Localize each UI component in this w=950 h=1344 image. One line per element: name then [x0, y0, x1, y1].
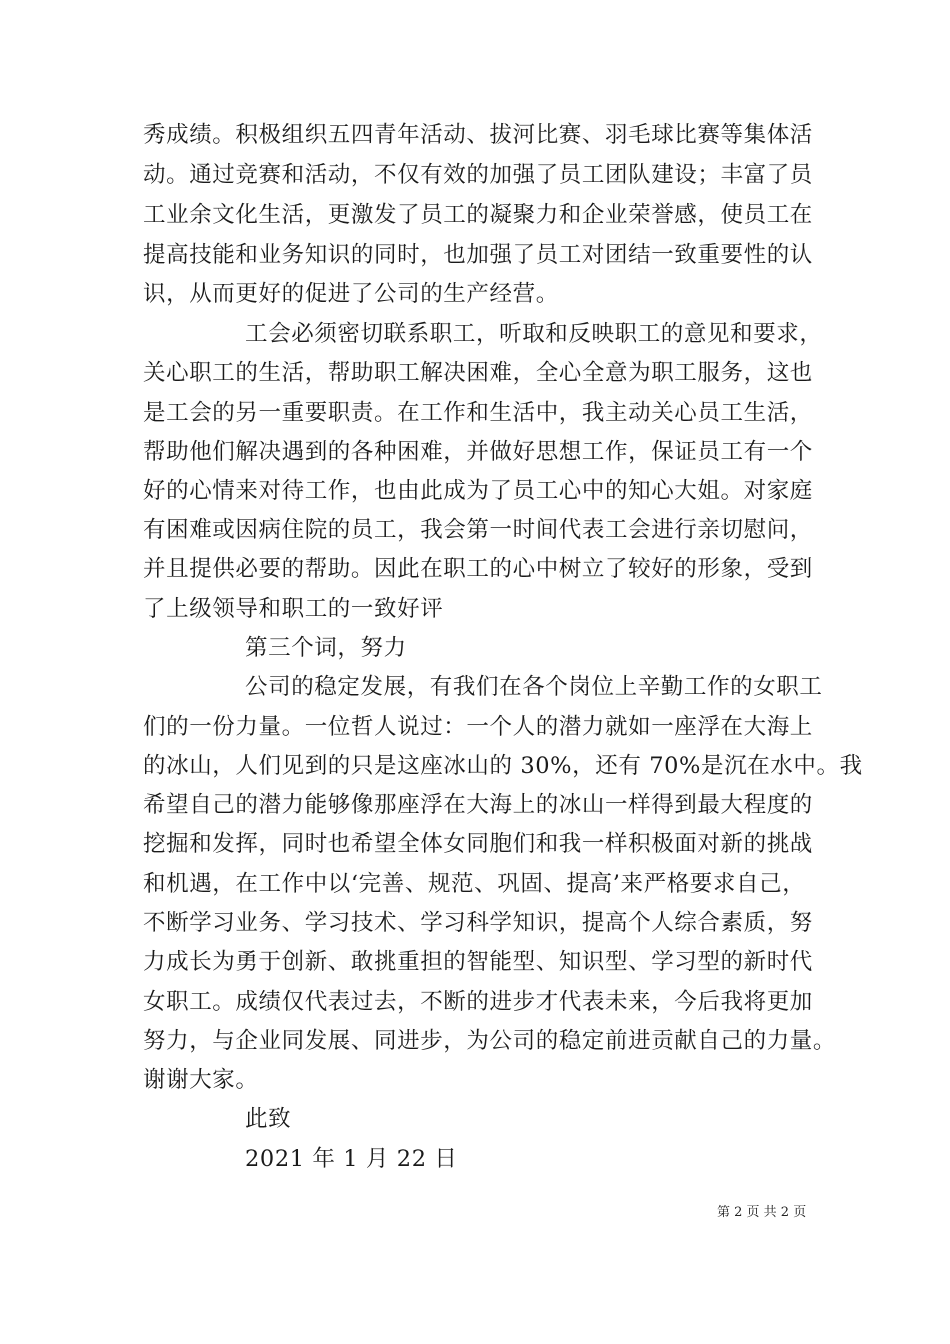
paragraph2-line-2: 关心职工的生活，帮助职工解决困难，全心全意为职工服务，这也 [143, 360, 813, 386]
paragraph1-line-1: 秀成绩。积极组织五四青年活动、拔河比赛、羽毛球比赛等集体活 [143, 122, 813, 148]
paragraph2-line-3: 是工会的另一重要职责。在工作和生活中，我主动关心员工生活， [143, 400, 813, 426]
paragraph2-line-5: 好的心情来对待工作，也由此成为了员工心中的知心大姐。对家庭 [143, 478, 813, 504]
paragraph1-line-5: 识，从而更好的促进了公司的生产经营。 [143, 281, 559, 307]
paragraph3-line-8: 力成长为勇于创新、敢挑重担的智能型、知识型、学习型的新时代 [143, 949, 813, 975]
page-number: 第 2 页 共 2 页 [717, 1205, 807, 1220]
section-heading: 第三个词，努力 [245, 635, 407, 661]
paragraph3-line-10: 努力，与企业同发展、同进步，为公司的稳定前进贡献自己的力量。 [143, 1028, 837, 1054]
paragraph2-line-8: 了上级领导和职工的一致好评 [143, 596, 444, 622]
paragraph3-line-4: 希望自己的潜力能够像那座浮在大海上的冰山一样得到最大程度的 [143, 792, 813, 818]
paragraph3-line-3: 的冰山，人们见到的只是这座冰山的 30%，还有 70%是沉在水中。我 [143, 753, 863, 779]
paragraph3-line-6: 和机遇，在工作中以‘完善、规范、巩固、提高’来严格要求自己， [143, 871, 806, 897]
paragraph3-line-11: 谢谢大家。 [143, 1067, 259, 1093]
paragraph2-line-4: 帮助他们解决遇到的各种困难，并做好思想工作，保证员工有一个 [143, 439, 813, 465]
paragraph3-line-7: 不断学习业务、学习技术、学习科学知识，提高个人综合素质，努 [143, 910, 813, 936]
paragraph2-line-7: 并且提供必要的帮助。因此在职工的心中树立了较好的形象，受到 [143, 556, 813, 582]
paragraph3-line-5: 挖掘和发挥，同时也希望全体女同胞们和我一样积极面对新的挑战 [143, 831, 813, 857]
paragraph1-line-2: 动。通过竞赛和活动，不仅有效的加强了员工团队建设；丰富了员 [143, 162, 813, 188]
paragraph2-line-1: 工会必须密切联系职工，听取和反映职工的意见和要求， [245, 321, 823, 347]
paragraph2-line-6: 有困难或因病住院的员工，我会第一时间代表工会进行亲切慰问， [143, 517, 813, 543]
paragraph3-line-1: 公司的稳定发展，有我们在各个岗位上辛勤工作的女职工 [245, 674, 823, 700]
paragraph3-line-2: 们的一份力量。一位哲人说过：一个人的潜力就如一座浮在大海上 [143, 714, 813, 740]
closing: 此致 [245, 1106, 292, 1132]
paragraph1-line-3: 工业余文化生活，更激发了员工的凝聚力和企业荣誉感，使员工在 [143, 202, 813, 228]
date: 2021 年 1 月 22 日 [245, 1146, 458, 1172]
paragraph1-line-4: 提高技能和业务知识的同时，也加强了员工对团结一致重要性的认 [143, 242, 813, 268]
paragraph3-line-9: 女职工。成绩仅代表过去，不断的进步才代表未来，今后我将更加 [143, 989, 813, 1015]
